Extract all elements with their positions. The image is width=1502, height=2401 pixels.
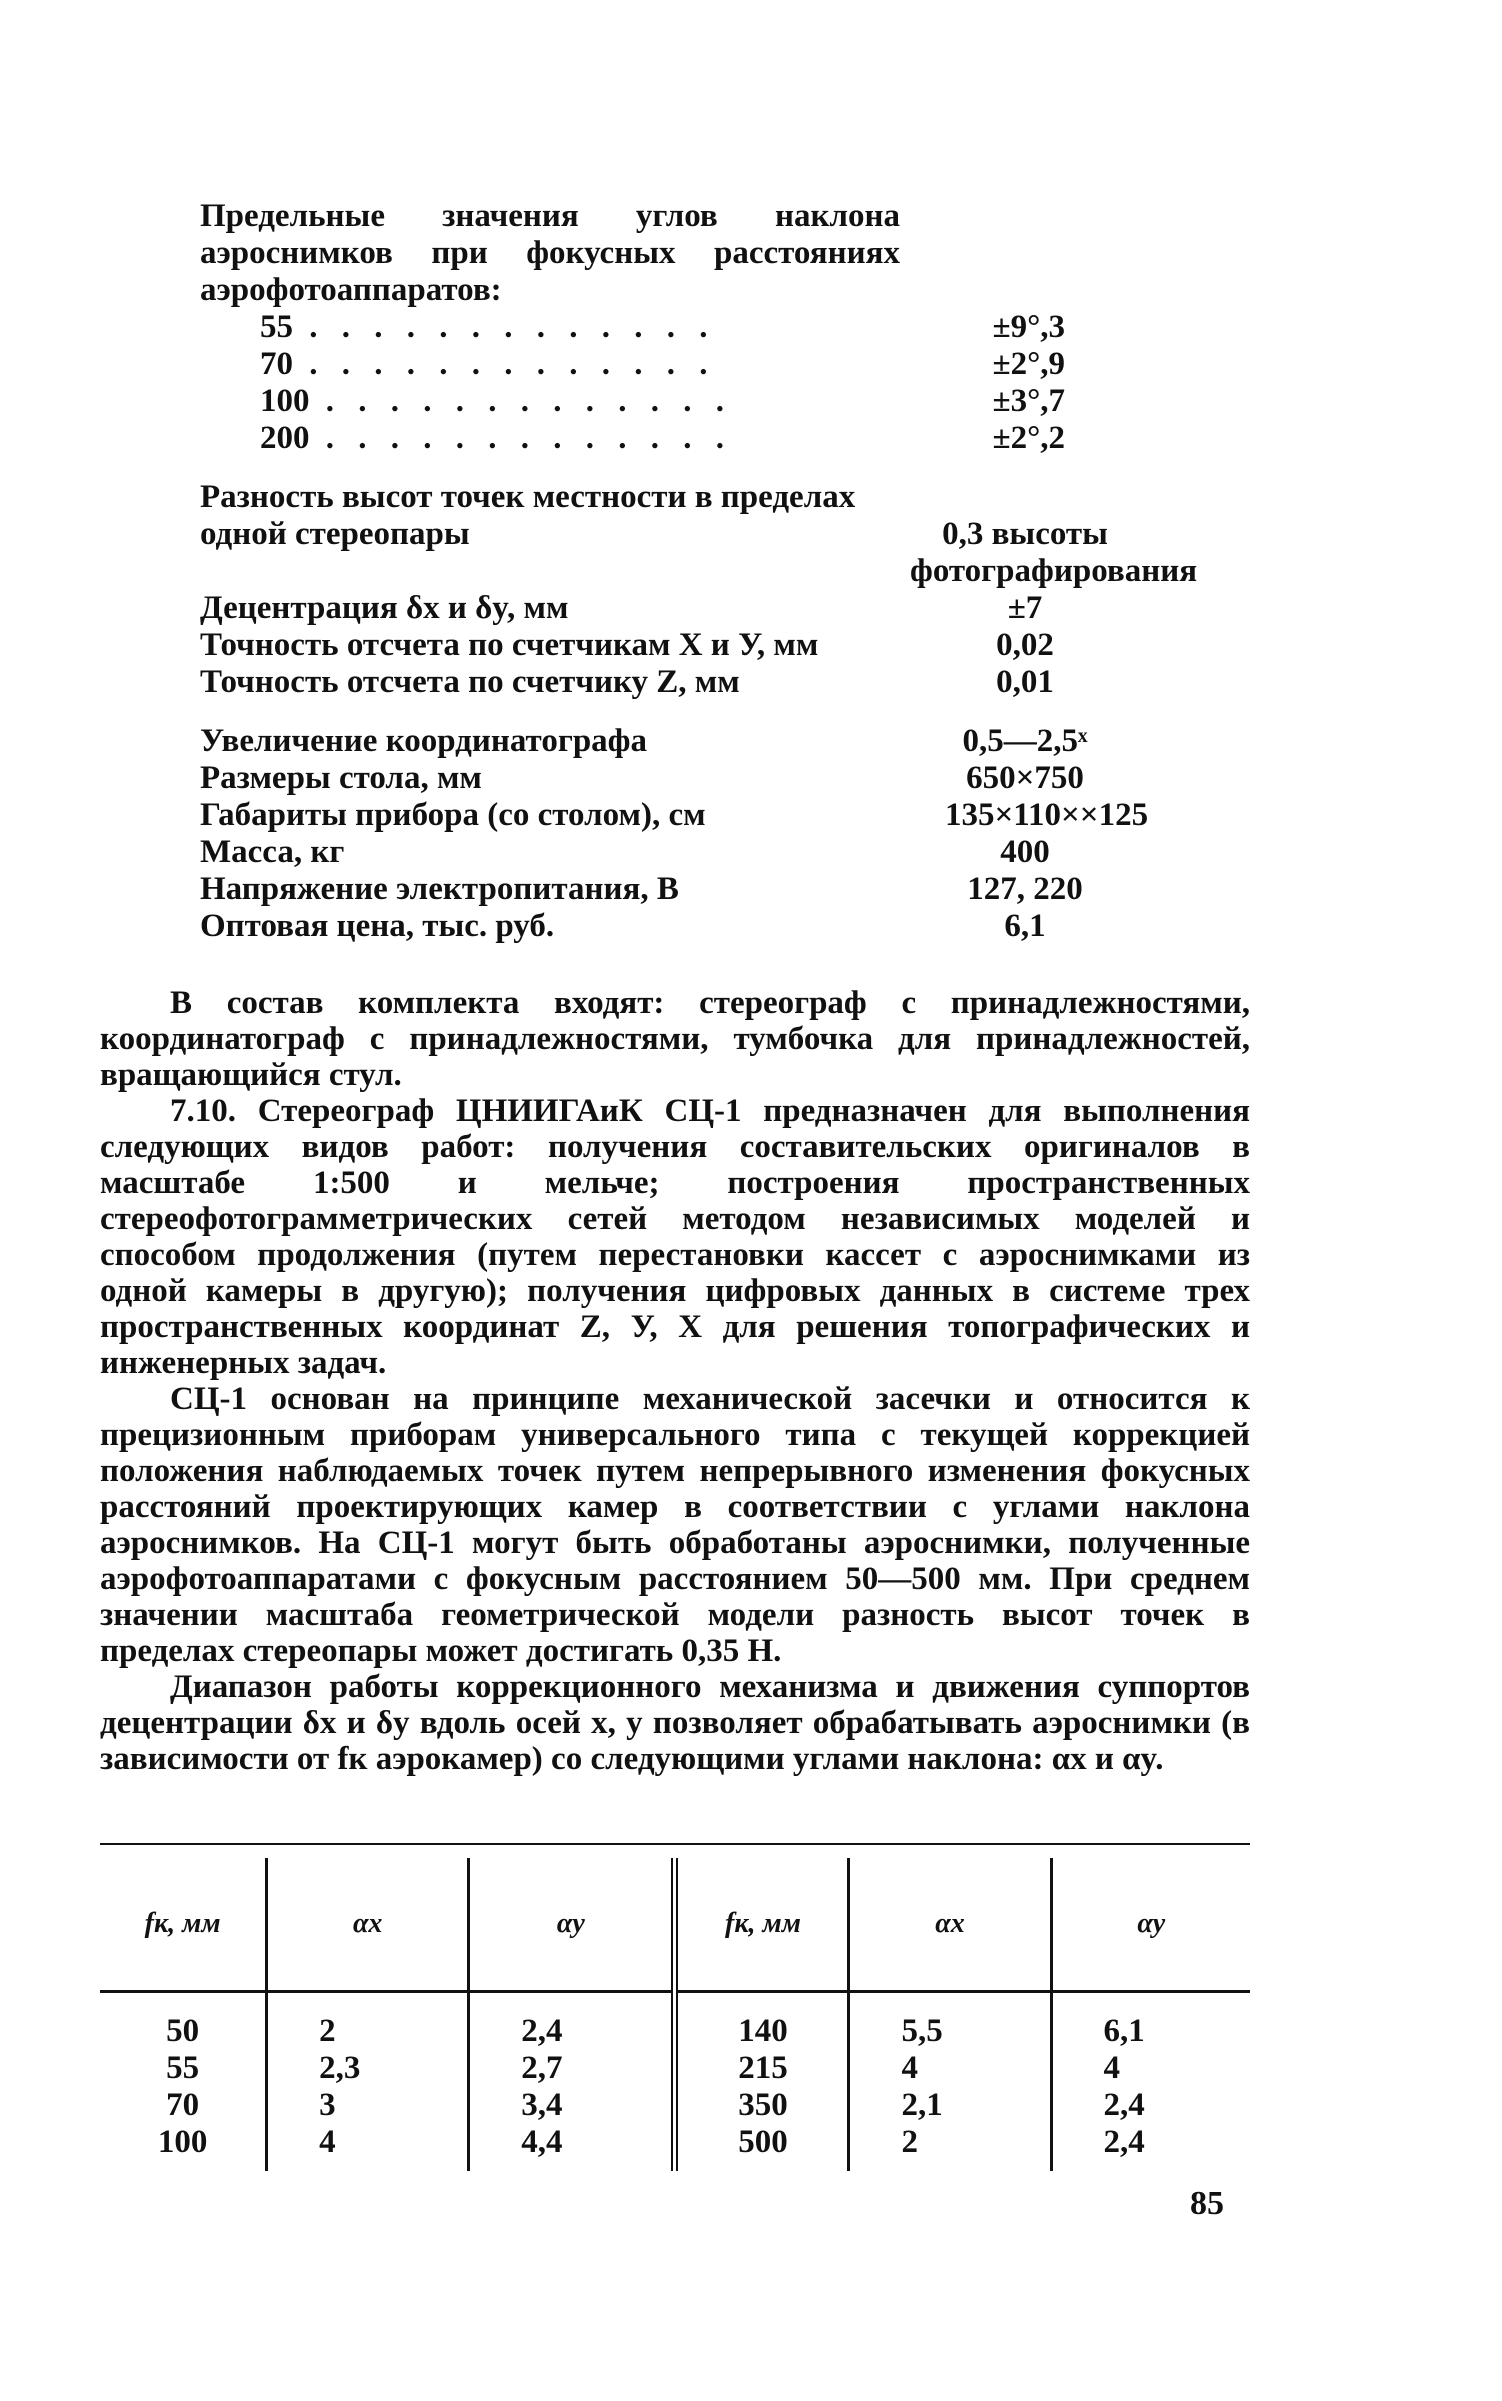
table-cell: 50 [166, 2013, 200, 2049]
table-cell: 500 [738, 2124, 788, 2160]
spec-label: Децентрация δx и δy, мм [200, 590, 569, 626]
table-row [100, 1992, 1250, 2172]
table-cell: 2,3 [319, 2050, 361, 2086]
header-focal-2: fк, мм [675, 1858, 849, 1992]
spec-label: Размеры стола, мм [200, 760, 482, 796]
spec-row-z-accuracy [200, 664, 1140, 701]
col-focal-2 [675, 1992, 849, 2172]
table-cell: 4 [901, 2050, 918, 2086]
table-cell: 100 [157, 2124, 208, 2160]
col-alpha-y-1 [469, 1992, 675, 2172]
col-alpha-y-2 [1051, 1992, 1250, 2172]
spec-row-focal-55: 55 . . . . . . . . . . . . . ±9°,3 [200, 309, 1140, 346]
col-alpha-x-1 [267, 1992, 469, 2172]
spec-label: Напряжение электропитания, В [200, 871, 679, 907]
spec-label: Оптовая цена, тыс. руб. [200, 908, 555, 944]
spec-label: 200 [260, 420, 310, 456]
table-cell: 5,5 [901, 2013, 943, 2049]
table-cell: 2,1 [901, 2087, 943, 2123]
spec-value: 650×750 [966, 760, 1084, 796]
spec-label: Точность отсчета по счетчикам X и У, мм [200, 627, 819, 663]
body-text [100, 985, 1250, 1777]
spec-row-mass [200, 834, 1140, 871]
spec-label: 100 [260, 383, 310, 419]
table-cell: 70 [166, 2087, 200, 2123]
paragraph-range: Диапазон работы коррекционного механизма и движения суппортов децентрации δx и δy вдоль осей x, y позволяет обрабатывать аэроснимки (в зависимости от fк аэрокамер) со следующими углами наклона: αx и αy. [100, 1669, 1250, 1777]
header-focal-1: fк, мм [100, 1858, 267, 1992]
paragraph-sc1: СЦ-1 основан на принципе механической засечки и относится к прецизионным приборам универсального типа с текущей коррекцией положения наблюдаемых точек путем непрерывного изменения фокусных расстояний проектирующих камер в соответствии с углами наклона аэроснимков. На СЦ-1 могут быть обработаны аэроснимки, полученные аэрофотоаппаратами с фокусным расстоянием 50—500 мм. При среднем значении масштаба геометрической модели разность высот точек в пределах стереопары может достигать 0,35 Н. [100, 1381, 1250, 1669]
spec-value: 0,01 [996, 664, 1054, 700]
table-cell: 4 [1103, 2050, 1121, 2086]
tilt-angle-table [100, 1858, 1250, 2171]
spec-label: 55 [260, 309, 293, 345]
spec-value: 0,3 высоты фотографирования [910, 516, 1198, 589]
header-alpha-y-2: αy [1051, 1858, 1250, 1992]
spec-row-focal-70: 70 . . . . . . . . . . . . . ±2°,9 [200, 346, 1140, 383]
table-cell: 3,4 [521, 2087, 563, 2123]
spec-value: ±2°,9 [992, 346, 1066, 382]
page-number: 85 [1190, 2185, 1224, 2222]
table-cell: 215 [738, 2050, 788, 2086]
spec-label: Габариты прибора (со столом), см [200, 797, 706, 833]
table-cell: 140 [738, 2013, 788, 2049]
table-cell: 2 [319, 2013, 336, 2049]
table-cell: 2,4 [1103, 2087, 1145, 2123]
header-alpha-x-1: αx [267, 1858, 469, 1992]
table-cell: 2,4 [1103, 2124, 1145, 2160]
header-alpha-x-2: αx [849, 1858, 1051, 1992]
spec-label: 70 [260, 346, 293, 382]
col-focal-1 [100, 1992, 267, 2172]
table-cell: 2 [901, 2124, 918, 2160]
spec-row-magnification [200, 723, 1140, 760]
table-top-rule [100, 1843, 1250, 1845]
spec-row-focal-100: 100 . . . . . . . . . . . . . ±3°,7 [200, 383, 1140, 420]
spec-value: 127, 220 [967, 871, 1083, 907]
spec-row-price [200, 908, 1140, 945]
spec-value: 6,1 [1004, 908, 1046, 944]
table-cell: 3 [319, 2087, 336, 2123]
table-cell: 2,7 [521, 2050, 563, 2086]
table-cell: 4 [319, 2124, 336, 2160]
col-alpha-x-2 [849, 1992, 1051, 2172]
spec-value: 135×110××125 [945, 797, 1149, 833]
header-alpha-y-1: αy [469, 1858, 675, 1992]
spec-row-table-size [200, 760, 1140, 797]
spec-value: 0,5—2,5ˣ [962, 723, 1088, 759]
table-cell: 350 [738, 2087, 788, 2123]
spec-row-voltage [200, 871, 1140, 908]
spec-intro: Предельные значения углов наклона аэроснимков при фокусных расстояниях аэрофотоаппаратов: [200, 198, 900, 308]
paragraph-kit: В состав комплекта входят: стереограф с принадлежностями, координатограф с принадлежностями, тумбочка для принадлежностей, вращающийся стул. [100, 985, 1250, 1093]
spec-label: Точность отсчета по счетчику Z, мм [200, 664, 740, 700]
spec-value: ±2°,2 [992, 420, 1066, 456]
table-cell: 6,1 [1103, 2013, 1145, 2049]
table-cell: 55 [166, 2050, 200, 2086]
spec-value: ±3°,7 [992, 383, 1066, 419]
spec-row-height-diff [200, 479, 1198, 590]
table-header-row [100, 1858, 1250, 1992]
paragraph-7-10: 7.10. Стереограф ЦНИИГАиК СЦ-1 предназначен для выполнения следующих видов работ: получения составительских оригиналов в масштабе 1:500 и мельче; построения пространственных стереофотограмметрических сетей методом независимых моделей и способом продолжения (путем перестановки кассет с аэроснимками из одной камеры в другую); получения цифровых данных в системе трех пространственных координат Z, У, X для решения топографических и инженерных задач. [100, 1093, 1250, 1381]
spec-row-xy-accuracy [200, 627, 1140, 664]
spec-value: ±9°,3 [992, 309, 1066, 345]
spec-value: 400 [1000, 834, 1050, 870]
spec-list [200, 198, 1198, 945]
table-cell: 2,4 [521, 2013, 563, 2049]
spec-row-focal-200: 200 . . . . . . . . . . . . . ±2°,2 [200, 420, 1140, 457]
spec-label: Масса, кг [200, 834, 345, 870]
spec-value: ±7 [1007, 590, 1043, 626]
table-cell: 4,4 [521, 2124, 563, 2160]
spec-label: Разность высот точек местности в пределах одной стереопары [200, 479, 856, 552]
spec-row-dimensions [200, 797, 1149, 834]
spec-row-decentration [200, 590, 1140, 627]
spec-label: Увеличение координатографа [200, 723, 647, 759]
spec-value: 0,02 [996, 627, 1054, 663]
